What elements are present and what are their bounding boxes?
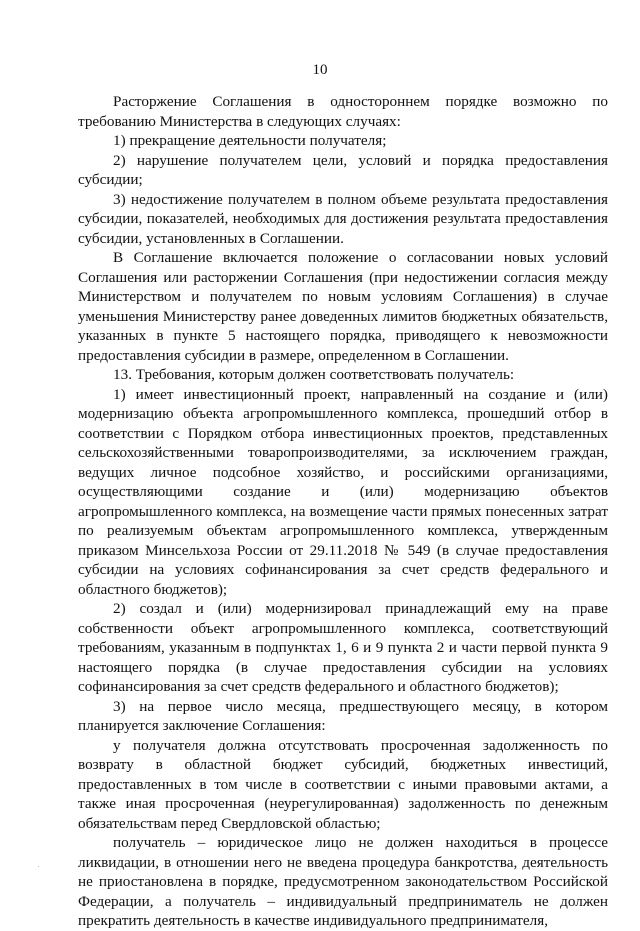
paragraph-no-liquidation: получатель – юридическое лицо не должен находиться в процессе ликвидации, в отношении него не введена процедура банкротства, деятельность не приостановлена в порядке, предусмотренном законодательством Российской Федерации, а получатель – индивидуальный предприниматель не должен прекратить деятельность в качестве индивидуального предпринимателя, [78,834,608,929]
paragraph-case-2: 2) нарушение получателем цели, условий и порядка предоставления субсидии; [78,151,608,188]
paragraph-case-3: 3) недостижение получателем в полном объеме результата предоставления субсидии, показателей, необходимых для достижения результата предоставления субсидии, установленных в Соглашении. [78,190,608,247]
scan-speck [38,866,39,867]
paragraph-section-13: 13. Требования, которым должен соответствовать получатель: [113,366,515,383]
paragraph-requirement-1: 1) имеет инвестиционный проект, направленный на создание и (или) модернизацию объекта агропромышленного комплекса, прошедший отбор в соответствии с Порядком отбора инвестиционных проектов, представленных сельскохозяйственными товаропроизводителями, за исключением граждан, ведущих личное подсобное хозяйство, и российскими организациями, осуществляющими создание и (или) модернизацию объектов агропромышленного комплекса, на возмещение части прямых понесенных затрат по реализуемым объектам агропромышленного комплекса, утвержденным приказом Минсельхоза России от 29.11.2018 № 549 (в случае предоставления субсидии на условиях софинансирования за счет средств федерального и областного бюджетов); [78,385,608,598]
document-body [78,92,608,931]
page-number: 10 [312,62,328,78]
paragraph-no-debt: у получателя должна отсутствовать просроченная задолженность по возврату в областной бюджет субсидий, бюджетных инвестиций, предоставленных в том числе в соответствии с иными правовыми актами, а также иная просроченная (неурегулированная) задолженность по денежным обязательствам перед Свердловской областью; [78,736,608,832]
paragraph-termination-intro: Расторжение Соглашения в одностороннем порядке возможно по требованию Министерства в следующих случаях: [78,93,608,130]
paragraph-requirement-3: 3) на первое число месяца, предшествующего месяцу, в котором планируется заключение Соглашения: [78,697,608,734]
paragraph-agreement-provision: В Соглашение включается положение о согласовании новых условий Соглашения или расторжении Соглашения (при недостижении согласия между Министерством и получателем по новым условиям Соглашения) в случае уменьшения Министерству ранее доведенных лимитов бюджетных обязательств, указанных в пункте 5 настоящего порядка, приводящего к невозможности предоставления субсидии в размере, определенном в Соглашении. [78,249,608,364]
paragraph-case-1: 1) прекращение деятельности получателя; [113,132,387,149]
paragraph-requirement-2: 2) создал и (или) модернизировал принадлежащий ему на праве собственности объект агропромышленного комплекса, соответствующий требованиям, указанным в подпунктах 1, 6 и 9 пункта 2 и части первой пункта 9 настоящего порядка (в случае предоставления субсидии на условиях софинансирования за счет средств федерального и областного бюджетов); [78,600,608,695]
